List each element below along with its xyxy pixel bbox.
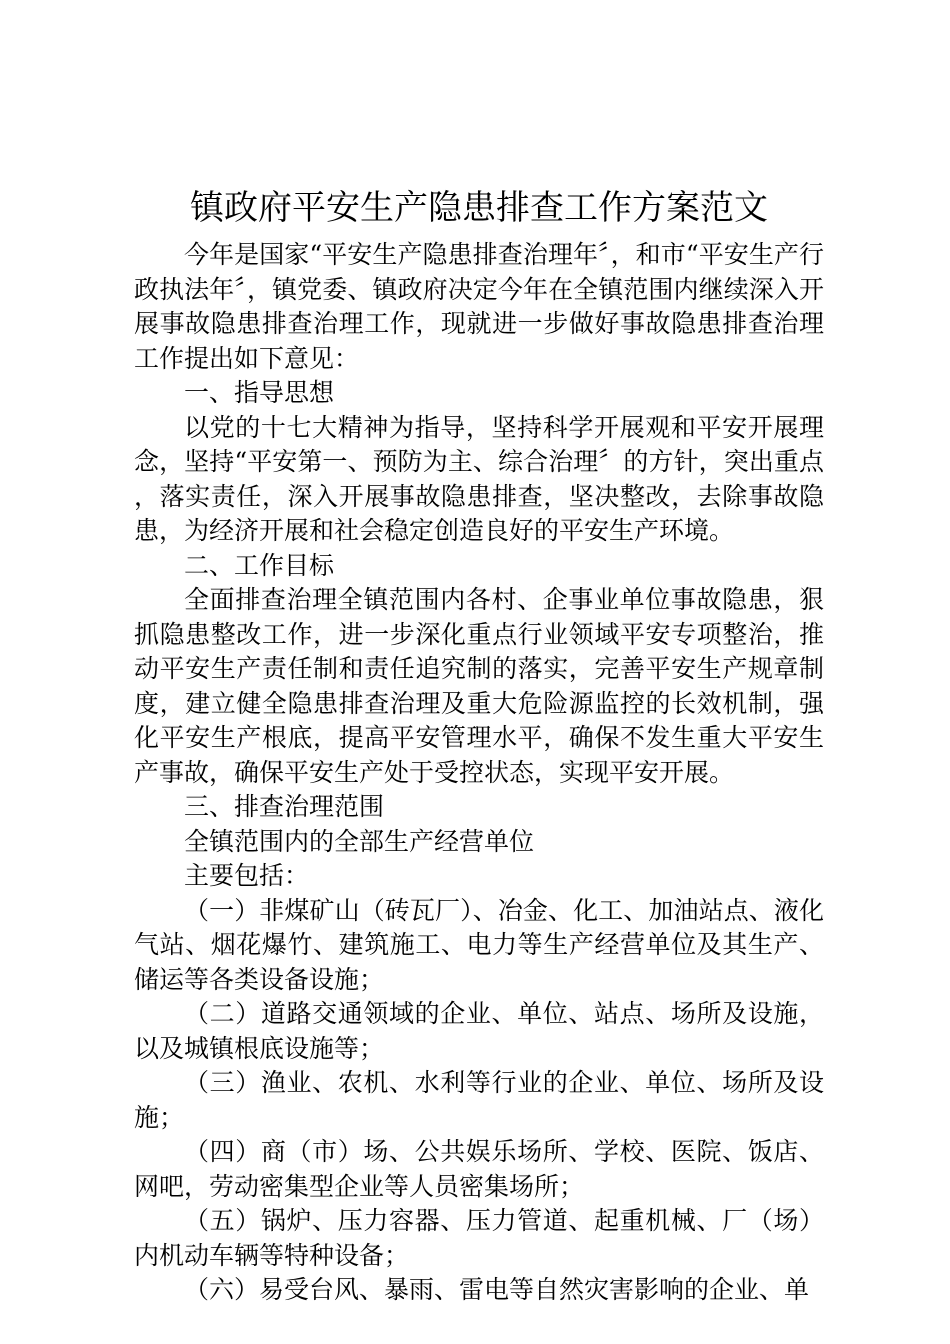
document-page xyxy=(134,178,824,1308)
document-title: 镇政府平安生产隐患排查工作方案范文 xyxy=(190,188,768,228)
section-heading-guiding-ideology: 一、指导思想 xyxy=(184,378,335,407)
scope-item-1: （一）非煤矿山（砖瓦厂）、冶金、化工、加油站点、液化气站、烟花爆竹、建筑施工、电力等生产经营单位及其生产、储运等各类设备设施； xyxy=(134,895,824,994)
guiding-ideology-paragraph: 以党的十七大精神为指导，坚持科学开展观和平安开展理念，坚持“平安第一、预防为主、综合治理〞的方针，突出重点，落实责任，深入开展事故隐患排查，坚决整改，去除事故隐患，为经济开展和社会稳定创造良好的平安生产环境。 xyxy=(134,412,824,545)
section-heading-work-goals: 二、工作目标 xyxy=(184,550,335,580)
scope-item-4: （四）商（市）场、公共娱乐场所、学校、医院、饭店、网吧，劳动密集型企业等人员密集场所； xyxy=(134,1137,824,1201)
scope-item-3: （三）渔业、农机、水利等行业的企业、单位、场所及设施； xyxy=(134,1068,824,1132)
scope-paragraph: 全镇范围内的全部生产经营单位 xyxy=(184,826,535,856)
intro-paragraph: 今年是国家“平安生产隐患排查治理年〞，和市“平安生产行政执法年〞，镇党委、镇政府决定今年在全镇范围内继续深入开展事故隐患排查治理工作，现就进一步做好事故隐患排查治理工作提出如下意见： xyxy=(134,240,824,373)
scope-includes-label: 主要包括： xyxy=(184,861,310,890)
section-heading-scope: 三、排查治理范围 xyxy=(184,792,385,821)
scope-item-6: （六）易受台风、暴雨、雷电等自然灾害影响的企业、单 xyxy=(184,1275,810,1304)
scope-item-2: （二）道路交通领域的企业、单位、站点、场所及设施，以及城镇根底设施等； xyxy=(134,999,824,1063)
scope-item-5: （五）锅炉、压力容器、压力管道、起重机械、厂（场）内机动车辆等特种设备； xyxy=(134,1206,824,1270)
work-goals-paragraph: 全面排查治理全镇范围内各村、企事业单位事故隐患，狠抓隐患整改工作，进一步深化重点行业领域平安专项整治，推动平安生产责任制和责任追究制的落实，完善平安生产规章制度，建立健全隐患排查治理及重大危险源监控的长效机制，强化平安生产根底，提高平安管理水平，确保不发生重大平安生产事故，确保平安生产处于受控状态，实现平安开展。 xyxy=(134,585,824,787)
